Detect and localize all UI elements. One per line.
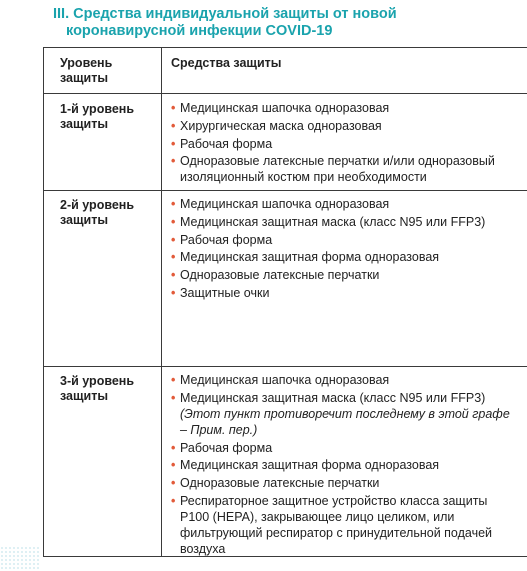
row-3-level: 3-й уровень защиты (60, 374, 135, 403)
list-item (171, 118, 516, 134)
list-item (171, 457, 516, 473)
bullet-icon: • (171, 250, 176, 265)
bullet-icon: • (171, 268, 176, 283)
bullet-icon: • (171, 458, 176, 473)
list-item (171, 440, 516, 456)
section-title (53, 6, 523, 40)
item-text: Одноразовые латексные перчатки и/или одноразовый изоляционный костюм при необходимости (180, 154, 495, 185)
row-3-items (171, 372, 516, 559)
list-item (171, 136, 516, 152)
translator-note: (Этот пункт противоречит последнему в этой графе – Прим. пер.) (180, 406, 510, 437)
item-text: Рабочая форма (180, 440, 273, 455)
item-text: Медицинская защитная форма одноразовая (180, 250, 440, 265)
list-item (171, 153, 516, 185)
table-row-divider (43, 190, 527, 191)
item-text: Медицинская шапочка одноразовая (180, 197, 390, 211)
item-text: Рабочая форма (180, 232, 273, 247)
item-text: Рабочая форма (180, 136, 273, 151)
list-item (171, 267, 516, 283)
decorative-dot-pattern (0, 546, 40, 571)
section-title-line-1: III. Средства индивидуальной защиты от новой (53, 6, 397, 22)
row-1-items (171, 100, 516, 187)
item-text: Защитные очки (180, 285, 270, 300)
list-item (171, 475, 516, 491)
bullet-icon: • (171, 285, 176, 300)
item-text: Медицинская шапочка одноразовая (180, 101, 390, 115)
item-text: Медицинская защитная маска (класс N95 или FFP3) (180, 390, 486, 405)
bullet-icon: • (171, 390, 176, 405)
list-item (171, 196, 516, 212)
bullet-icon: • (171, 493, 176, 508)
item-text: Медицинская шапочка одноразовая (180, 373, 390, 387)
row-2-level: 2-й уровень защиты (60, 198, 135, 227)
row-2-items (171, 196, 516, 303)
item-text: Одноразовые латексные перчатки (180, 476, 380, 491)
item-text: Хирургическая маска одноразовая (180, 118, 382, 133)
header-means: Средства защиты (171, 56, 282, 70)
header-level: Уровень защиты (60, 56, 113, 85)
section-title-line-2: коронавирусной инфекции COVID-19 (66, 23, 333, 39)
table-column-divider (161, 47, 162, 557)
table-header-divider (43, 93, 527, 94)
item-text: Медицинская защитная маска (класс N95 или FFP3) (180, 214, 486, 229)
bullet-icon: • (171, 440, 176, 455)
bullet-icon: • (171, 476, 176, 491)
list-item (171, 100, 516, 116)
table-row-divider (43, 366, 527, 367)
bullet-icon: • (171, 101, 176, 115)
list-item (171, 285, 516, 301)
bullet-icon: • (171, 373, 176, 387)
list-item (171, 249, 516, 265)
bullet-icon: • (171, 136, 176, 151)
bullet-icon: • (171, 154, 176, 169)
bullet-icon: • (171, 214, 176, 229)
list-item (171, 232, 516, 248)
list-item (171, 372, 516, 388)
row-1-level: 1-й уровень защиты (60, 102, 135, 131)
item-text: Одноразовые латексные перчатки (180, 268, 380, 283)
list-item (171, 390, 516, 438)
list-item (171, 214, 516, 230)
list-item (171, 493, 516, 557)
item-text: Респираторное защитное устройство класса защиты P100 (HEPA), закрывающее лицо целиком, или фильтрующий респиратор с принудительной подачей воздуха (180, 493, 493, 556)
bullet-icon: • (171, 118, 176, 133)
bullet-icon: • (171, 197, 176, 211)
bullet-icon: • (171, 232, 176, 247)
item-text: Медицинская защитная форма одноразовая (180, 458, 440, 473)
